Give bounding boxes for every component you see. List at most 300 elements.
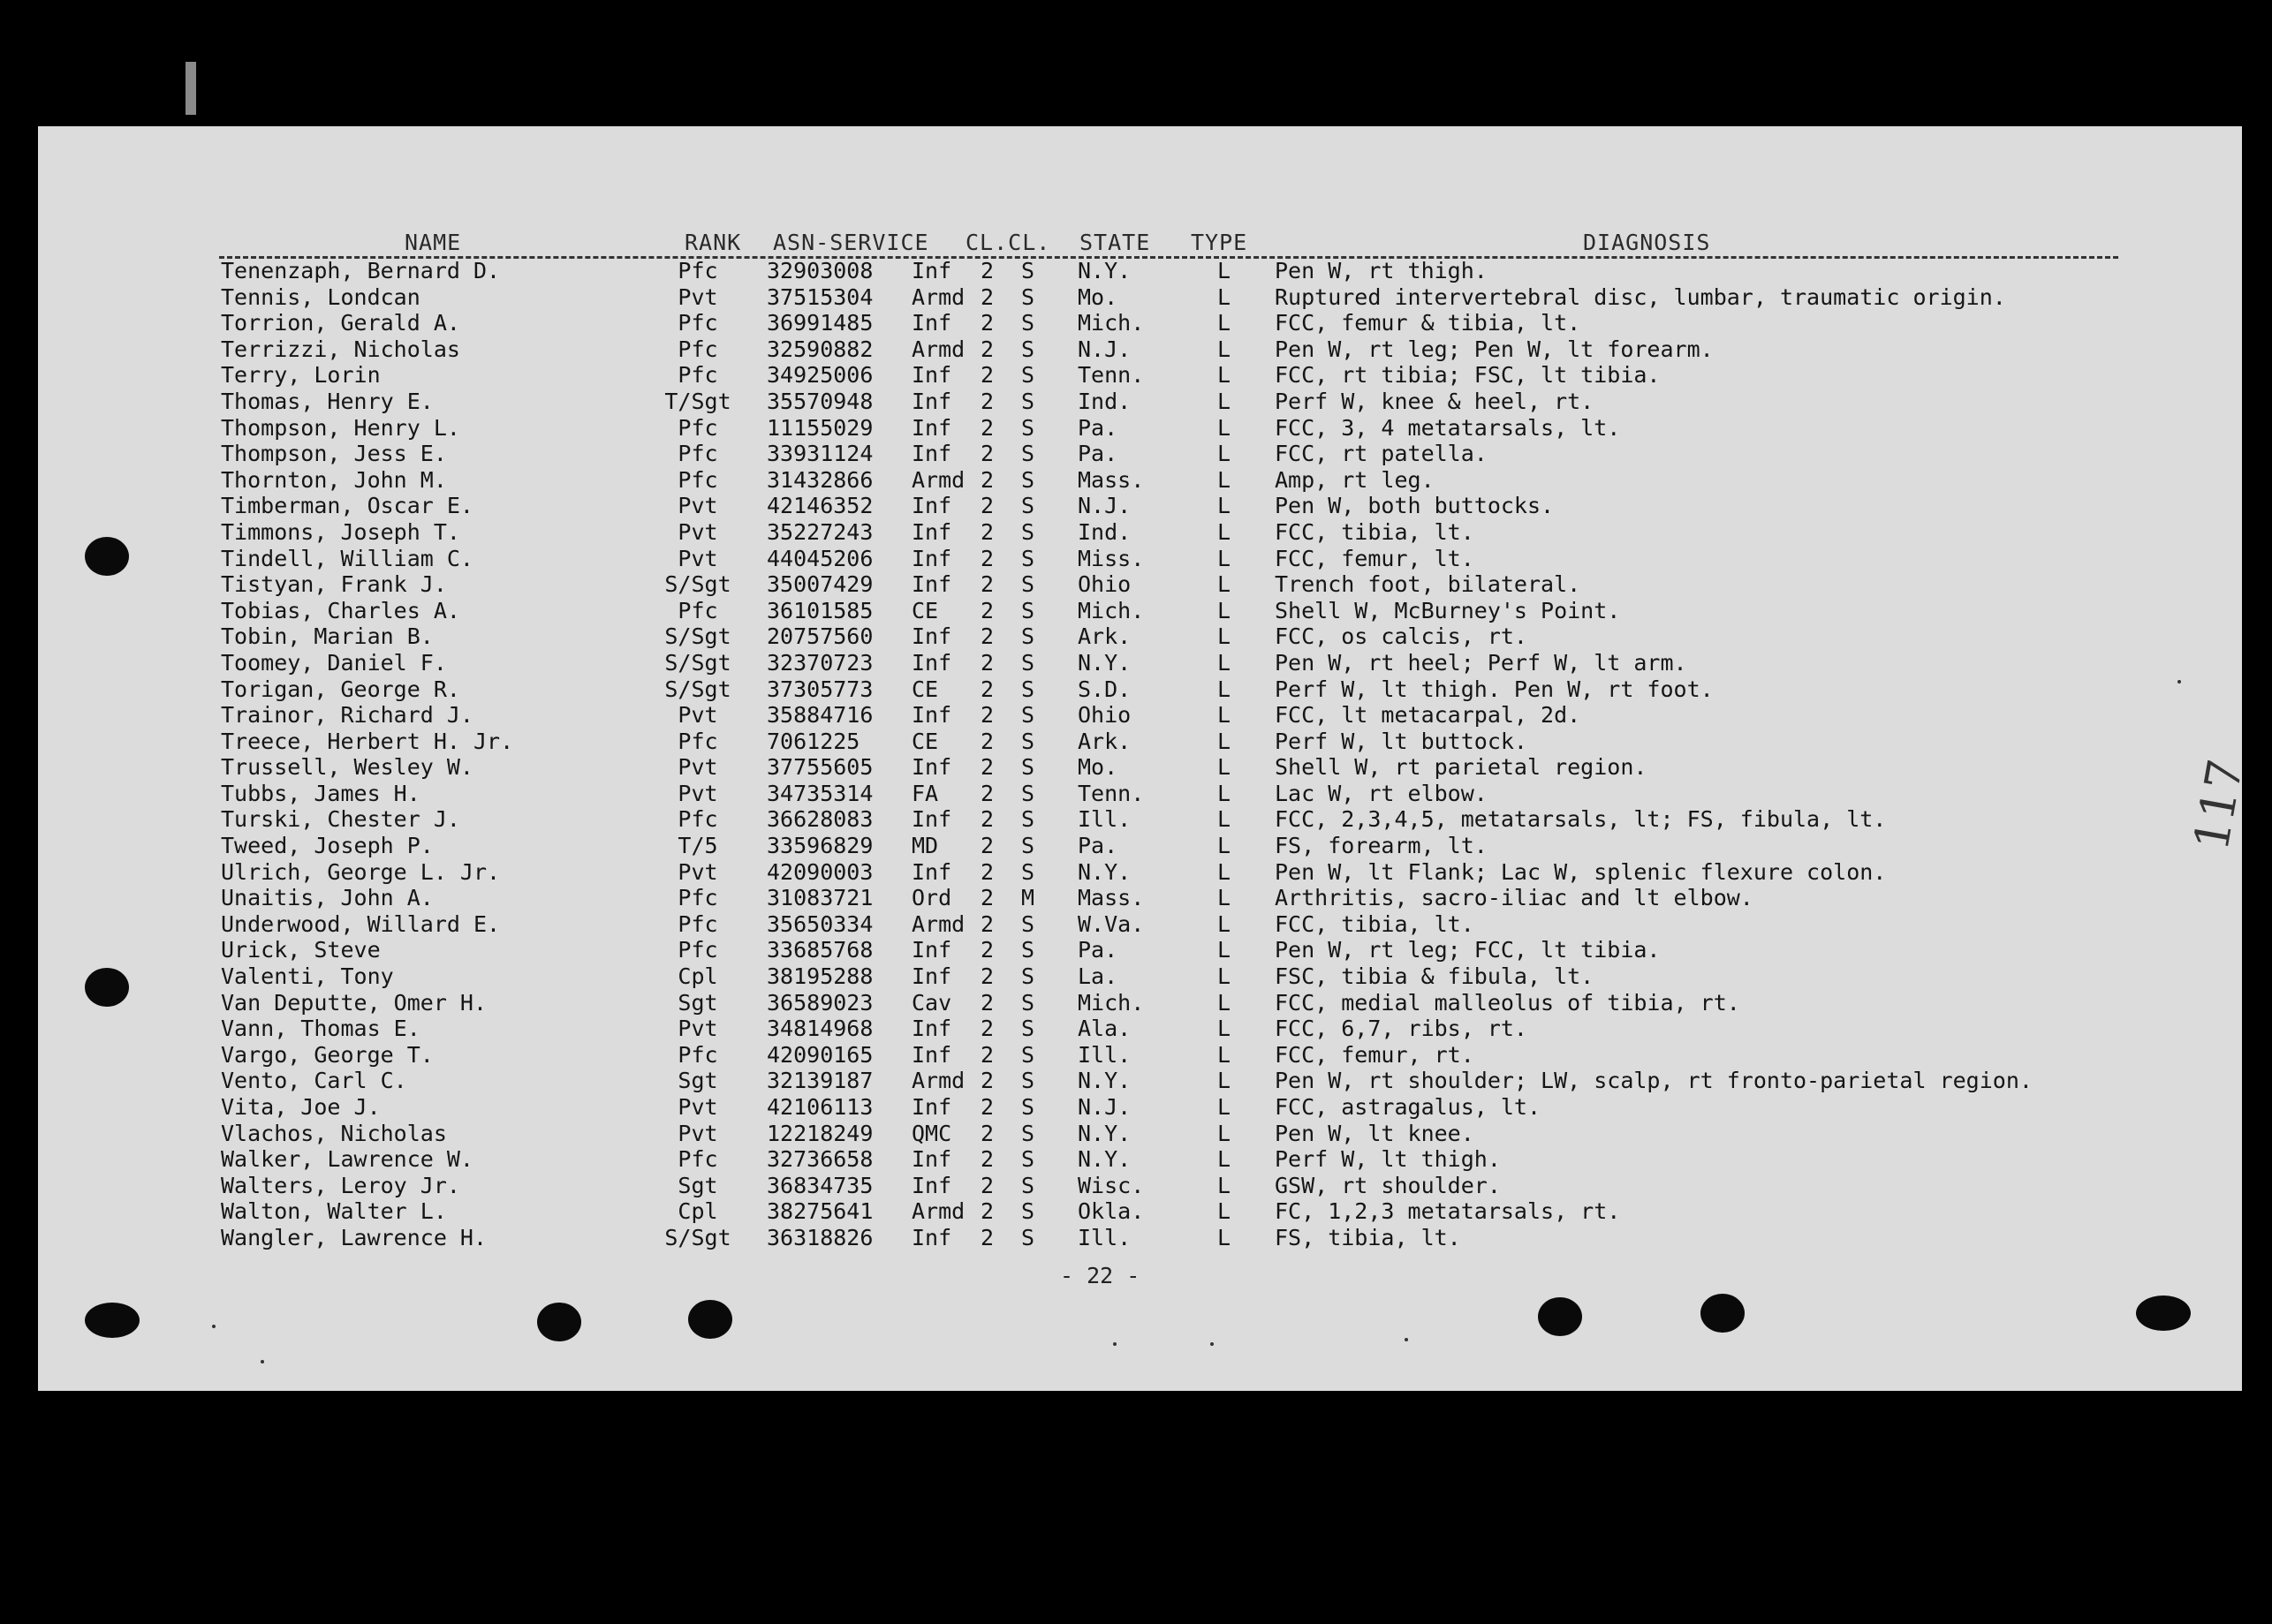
service-cell: Inf — [912, 258, 952, 283]
rank-cell: Pfc — [678, 414, 718, 441]
class-cell: S — [1021, 258, 1035, 283]
class-cell: 2 — [981, 414, 995, 441]
name-cell: Terry, Lorin — [221, 362, 381, 389]
type-cell: L — [1217, 910, 1231, 937]
diagnosis-cell: FS, tibia, lt. — [1275, 1224, 1461, 1250]
type-cell: L — [1217, 623, 1231, 650]
diagnosis-cell: Amp, rt leg. — [1275, 466, 1435, 493]
state-cell: Mo. — [1078, 283, 1118, 310]
type-cell: L — [1217, 388, 1231, 414]
asn-cell: 36318826 — [767, 1224, 874, 1250]
service-cell: QMC — [912, 1120, 952, 1146]
name-cell: Tistyan, Frank J. — [221, 571, 447, 598]
diagnosis-cell: FCC, tibia, lt. — [1275, 518, 1474, 545]
name-cell: Tennis, Londcan — [221, 283, 420, 310]
type-cell: L — [1217, 754, 1231, 781]
table-row — [0, 389, 2272, 415]
header-state: STATE — [1079, 230, 1151, 255]
class-cell: S — [1021, 1120, 1035, 1146]
state-cell: Ohio — [1078, 571, 1132, 598]
class-cell: S — [1021, 780, 1035, 806]
diagnosis-cell: FCC, femur, lt. — [1275, 545, 1474, 571]
name-cell: Vlachos, Nicholas — [221, 1120, 447, 1146]
header-rank: RANK — [685, 230, 742, 255]
service-cell: CE — [912, 676, 939, 702]
service-cell: Armd — [912, 466, 966, 493]
class-cell: 2 — [981, 754, 995, 781]
name-cell: Thompson, Jess E. — [221, 441, 447, 467]
film-tab-mark — [186, 62, 196, 115]
state-cell: Tenn. — [1078, 362, 1145, 389]
table-row — [0, 467, 2272, 494]
rank-cell: T/5 — [678, 833, 718, 859]
header-diagnosis: DIAGNOSIS — [1583, 230, 1711, 255]
name-cell: Timberman, Oscar E. — [221, 493, 473, 519]
service-cell: Inf — [912, 1016, 952, 1042]
type-cell: L — [1217, 989, 1231, 1016]
type-cell: L — [1217, 676, 1231, 702]
class-cell: S — [1021, 493, 1035, 519]
rank-cell: S/Sgt — [664, 649, 731, 676]
rank-cell: Pvt — [678, 283, 718, 310]
name-cell: Tobias, Charles A. — [221, 597, 460, 623]
type-cell: L — [1217, 1172, 1231, 1198]
table-row — [0, 519, 2272, 546]
service-cell: Inf — [912, 649, 952, 676]
asn-cell: 42146352 — [767, 493, 874, 519]
service-cell: Ord — [912, 885, 952, 911]
rank-cell: Pvt — [678, 1120, 718, 1146]
header-type: TYPE — [1191, 230, 1248, 255]
class-cell: 2 — [981, 1041, 995, 1068]
name-cell: Walker, Lawrence W. — [221, 1146, 473, 1173]
class-cell: 2 — [981, 780, 995, 806]
diagnosis-cell: Perf W, lt thigh. Pen W, rt foot. — [1275, 676, 1714, 702]
diagnosis-cell: Pen W, rt leg; Pen W, lt forearm. — [1275, 336, 1714, 362]
asn-cell: 31083721 — [767, 885, 874, 911]
diagnosis-cell: Perf W, lt thigh. — [1275, 1146, 1501, 1173]
asn-cell: 37305773 — [767, 676, 874, 702]
state-cell: Mich. — [1078, 989, 1145, 1016]
asn-cell: 34814968 — [767, 1016, 874, 1042]
name-cell: Valenti, Tony — [221, 963, 394, 990]
state-cell: Ill. — [1078, 1041, 1132, 1068]
class-cell: 2 — [981, 493, 995, 519]
diagnosis-cell: Ruptured intervertebral disc, lumbar, traumatic origin. — [1275, 283, 2006, 310]
table-row — [0, 911, 2272, 938]
rank-cell: Pvt — [678, 754, 718, 781]
state-cell: N.Y. — [1078, 1068, 1132, 1094]
type-cell: L — [1217, 1120, 1231, 1146]
service-cell: Inf — [912, 518, 952, 545]
asn-cell: 32139187 — [767, 1068, 874, 1094]
asn-cell: 38195288 — [767, 963, 874, 990]
class-cell: 2 — [981, 937, 995, 963]
diagnosis-cell: FCC, os calcis, rt. — [1275, 623, 1527, 650]
state-cell: Ill. — [1078, 1224, 1132, 1250]
service-cell: Armd — [912, 336, 966, 362]
table-row — [0, 729, 2272, 755]
name-cell: Tenenzaph, Bernard D. — [221, 258, 501, 283]
table-row — [0, 1094, 2272, 1121]
name-cell: Vita, Joe J. — [221, 1094, 381, 1120]
name-cell: Toomey, Daniel F. — [221, 649, 447, 676]
state-cell: Wisc. — [1078, 1172, 1145, 1198]
class-cell: 2 — [981, 388, 995, 414]
rank-cell: Pvt — [678, 780, 718, 806]
punch-hole — [688, 1300, 732, 1339]
class-cell: 2 — [981, 545, 995, 571]
class-cell: 2 — [981, 963, 995, 990]
service-cell: Armd — [912, 283, 966, 310]
rank-cell: Pfc — [678, 441, 718, 467]
service-cell: Inf — [912, 441, 952, 467]
class-cell: 2 — [981, 728, 995, 754]
state-cell: Ill. — [1078, 806, 1132, 833]
class-cell: 2 — [981, 258, 995, 283]
state-cell: Mass. — [1078, 466, 1145, 493]
rank-cell: Pvt — [678, 518, 718, 545]
class-cell: 2 — [981, 1068, 995, 1094]
state-cell: Ind. — [1078, 388, 1132, 414]
state-cell: N.J. — [1078, 1094, 1132, 1120]
header-cl-cl: CL.CL. — [966, 230, 1051, 255]
asn-cell: 35007429 — [767, 571, 874, 598]
asn-cell: 32370723 — [767, 649, 874, 676]
table-row — [0, 336, 2272, 363]
casualty-table — [0, 258, 2272, 1251]
type-cell: L — [1217, 466, 1231, 493]
table-row — [0, 441, 2272, 467]
type-cell: L — [1217, 963, 1231, 990]
service-cell: Inf — [912, 806, 952, 833]
table-row — [0, 1042, 2272, 1069]
class-cell: 2 — [981, 518, 995, 545]
diagnosis-cell: Pen W, both buttocks. — [1275, 493, 1555, 519]
state-cell: N.J. — [1078, 336, 1132, 362]
rank-cell: S/Sgt — [664, 571, 731, 598]
diagnosis-cell: FCC, lt metacarpal, 2d. — [1275, 702, 1581, 729]
asn-cell: 42106113 — [767, 1094, 874, 1120]
state-cell: N.Y. — [1078, 1146, 1132, 1173]
table-row — [0, 806, 2272, 833]
class-cell: S — [1021, 1198, 1035, 1225]
service-cell: Inf — [912, 1041, 952, 1068]
class-cell: 2 — [981, 649, 995, 676]
class-cell: S — [1021, 518, 1035, 545]
name-cell: Vento, Carl C. — [221, 1068, 407, 1094]
name-cell: Trussell, Wesley W. — [221, 754, 473, 781]
class-cell: S — [1021, 989, 1035, 1016]
rank-cell: Pfc — [678, 466, 718, 493]
table-row — [0, 754, 2272, 781]
asn-cell: 7061225 — [767, 728, 860, 754]
service-cell: Inf — [912, 623, 952, 650]
class-cell: 2 — [981, 336, 995, 362]
service-cell: Armd — [912, 1068, 966, 1094]
state-cell: Mo. — [1078, 754, 1118, 781]
rank-cell: S/Sgt — [664, 623, 731, 650]
service-cell: Inf — [912, 1146, 952, 1173]
class-cell: 2 — [981, 989, 995, 1016]
type-cell: L — [1217, 258, 1231, 283]
service-cell: Armd — [912, 910, 966, 937]
class-cell: S — [1021, 571, 1035, 598]
punch-hole — [85, 1303, 140, 1338]
table-row — [0, 1146, 2272, 1173]
asn-cell: 35570948 — [767, 388, 874, 414]
type-cell: L — [1217, 780, 1231, 806]
class-cell: 2 — [981, 1120, 995, 1146]
name-cell: Torrion, Gerald A. — [221, 310, 460, 336]
class-cell: S — [1021, 466, 1035, 493]
diagnosis-cell: FCC, 6,7, ribs, rt. — [1275, 1016, 1527, 1042]
name-cell: Unaitis, John A. — [221, 885, 434, 911]
asn-cell: 32736658 — [767, 1146, 874, 1173]
diagnosis-cell: FCC, rt patella. — [1275, 441, 1488, 467]
name-cell: Thornton, John M. — [221, 466, 447, 493]
asn-cell: 35884716 — [767, 702, 874, 729]
class-cell: S — [1021, 963, 1035, 990]
punch-hole — [537, 1303, 581, 1341]
rank-cell: Cpl — [678, 963, 718, 990]
rank-cell: Cpl — [678, 1198, 718, 1225]
name-cell: Walters, Leroy Jr. — [221, 1172, 460, 1198]
diagnosis-cell: Shell W, rt parietal region. — [1275, 754, 1647, 781]
type-cell: L — [1217, 1041, 1231, 1068]
rank-cell: Pvt — [678, 545, 718, 571]
type-cell: L — [1217, 728, 1231, 754]
diagnosis-cell: Perf W, knee & heel, rt. — [1275, 388, 1594, 414]
class-cell: S — [1021, 1016, 1035, 1042]
asn-cell: 36101585 — [767, 597, 874, 623]
state-cell: Ala. — [1078, 1016, 1132, 1042]
name-cell: Vann, Thomas E. — [221, 1016, 420, 1042]
class-cell: S — [1021, 310, 1035, 336]
class-cell: 2 — [981, 362, 995, 389]
asn-cell: 11155029 — [767, 414, 874, 441]
class-cell: 2 — [981, 283, 995, 310]
page-number: - 22 - — [1060, 1263, 1140, 1288]
name-cell: Thomas, Henry E. — [221, 388, 434, 414]
type-cell: L — [1217, 362, 1231, 389]
rank-cell: Pfc — [678, 806, 718, 833]
name-cell: Turski, Chester J. — [221, 806, 460, 833]
type-cell: L — [1217, 310, 1231, 336]
asn-cell: 33931124 — [767, 441, 874, 467]
diagnosis-cell: Perf W, lt buttock. — [1275, 728, 1527, 754]
speck — [1113, 1342, 1117, 1346]
asn-cell: 33596829 — [767, 833, 874, 859]
type-cell: L — [1217, 441, 1231, 467]
table-row — [0, 623, 2272, 650]
class-cell: S — [1021, 1068, 1035, 1094]
class-cell: 2 — [981, 833, 995, 859]
type-cell: L — [1217, 414, 1231, 441]
state-cell: N.Y. — [1078, 858, 1132, 885]
diagnosis-cell: FCC, 3, 4 metatarsals, lt. — [1275, 414, 1621, 441]
asn-cell: 35650334 — [767, 910, 874, 937]
name-cell: Wangler, Lawrence H. — [221, 1224, 488, 1250]
rank-cell: Pfc — [678, 258, 718, 283]
diagnosis-cell: FSC, tibia & fibula, lt. — [1275, 963, 1594, 990]
type-cell: L — [1217, 1068, 1231, 1094]
type-cell: L — [1217, 518, 1231, 545]
diagnosis-cell: Pen W, rt heel; Perf W, lt arm. — [1275, 649, 1687, 676]
table-row — [0, 493, 2272, 519]
class-cell: S — [1021, 1094, 1035, 1120]
table-row — [0, 362, 2272, 389]
state-cell: Miss. — [1078, 545, 1145, 571]
class-cell: S — [1021, 728, 1035, 754]
table-row — [0, 1198, 2272, 1225]
class-cell: 2 — [981, 885, 995, 911]
speck — [1405, 1338, 1408, 1341]
type-cell: L — [1217, 858, 1231, 885]
asn-cell: 36589023 — [767, 989, 874, 1016]
diagnosis-cell: Pen W, lt knee. — [1275, 1120, 1474, 1146]
state-cell: N.Y. — [1078, 649, 1132, 676]
service-cell: Inf — [912, 414, 952, 441]
state-cell: N.Y. — [1078, 1120, 1132, 1146]
class-cell: 2 — [981, 310, 995, 336]
rank-cell: T/Sgt — [664, 388, 731, 414]
rank-cell: Pvt — [678, 1016, 718, 1042]
table-row — [0, 650, 2272, 676]
type-cell: L — [1217, 806, 1231, 833]
class-cell: S — [1021, 754, 1035, 781]
class-cell: S — [1021, 1172, 1035, 1198]
table-row — [0, 598, 2272, 624]
class-cell: S — [1021, 702, 1035, 729]
state-cell: Ind. — [1078, 518, 1132, 545]
table-row — [0, 885, 2272, 911]
header-asn-service: ASN-SERVICE — [773, 230, 929, 255]
diagnosis-cell: FC, 1,2,3 metatarsals, rt. — [1275, 1198, 1621, 1225]
class-cell: 2 — [981, 623, 995, 650]
asn-cell: 36991485 — [767, 310, 874, 336]
type-cell: L — [1217, 833, 1231, 859]
table-row — [0, 258, 2272, 284]
service-cell: MD — [912, 833, 939, 859]
rank-cell: Pfc — [678, 728, 718, 754]
name-cell: Van Deputte, Omer H. — [221, 989, 488, 1016]
service-cell: Inf — [912, 702, 952, 729]
service-cell: Inf — [912, 493, 952, 519]
punch-hole — [2136, 1295, 2191, 1331]
class-cell: 2 — [981, 1224, 995, 1250]
diagnosis-cell: Pen W, rt thigh. — [1275, 258, 1488, 283]
asn-cell: 36628083 — [767, 806, 874, 833]
state-cell: W.Va. — [1078, 910, 1145, 937]
class-cell: S — [1021, 1224, 1035, 1250]
state-cell: Okla. — [1078, 1198, 1145, 1225]
table-row — [0, 1225, 2272, 1251]
rank-cell: Pvt — [678, 858, 718, 885]
class-cell: S — [1021, 623, 1035, 650]
rank-cell: S/Sgt — [664, 1224, 731, 1250]
class-cell: S — [1021, 833, 1035, 859]
margin-note: 117 — [2183, 755, 2254, 855]
rank-cell: Pfc — [678, 910, 718, 937]
class-cell: S — [1021, 545, 1035, 571]
service-cell: Inf — [912, 571, 952, 598]
rank-cell: Pfc — [678, 1146, 718, 1173]
table-row — [0, 310, 2272, 336]
table-row — [0, 963, 2272, 990]
service-cell: Inf — [912, 1094, 952, 1120]
name-cell: Urick, Steve — [221, 937, 381, 963]
rank-cell: S/Sgt — [664, 676, 731, 702]
table-row — [0, 284, 2272, 311]
asn-cell: 32903008 — [767, 258, 874, 283]
state-cell: N.J. — [1078, 493, 1132, 519]
rank-cell: Pvt — [678, 493, 718, 519]
class-cell: M — [1021, 885, 1035, 911]
diagnosis-cell: FCC, femur & tibia, lt. — [1275, 310, 1581, 336]
state-cell: Tenn. — [1078, 780, 1145, 806]
asn-cell: 38275641 — [767, 1198, 874, 1225]
asn-cell: 12218249 — [767, 1120, 874, 1146]
rank-cell: Sgt — [678, 989, 718, 1016]
class-cell: 2 — [981, 858, 995, 885]
state-cell: N.Y. — [1078, 258, 1132, 283]
class-cell: S — [1021, 362, 1035, 389]
class-cell: 2 — [981, 441, 995, 467]
type-cell: L — [1217, 1146, 1231, 1173]
asn-cell: 35227243 — [767, 518, 874, 545]
state-cell: La. — [1078, 963, 1118, 990]
class-cell: 2 — [981, 1146, 995, 1173]
class-cell: 2 — [981, 702, 995, 729]
type-cell: L — [1217, 545, 1231, 571]
class-cell: S — [1021, 858, 1035, 885]
service-cell: CE — [912, 597, 939, 623]
type-cell: L — [1217, 649, 1231, 676]
name-cell: Treece, Herbert H. Jr. — [221, 728, 514, 754]
name-cell: Walton, Walter L. — [221, 1198, 447, 1225]
rank-cell: Pfc — [678, 937, 718, 963]
punch-hole — [1538, 1297, 1582, 1336]
rank-cell: Pfc — [678, 362, 718, 389]
type-cell: L — [1217, 493, 1231, 519]
asn-cell: 31432866 — [767, 466, 874, 493]
asn-cell: 33685768 — [767, 937, 874, 963]
name-cell: Tindell, William C. — [221, 545, 473, 571]
asn-cell: 32590882 — [767, 336, 874, 362]
table-row — [0, 1173, 2272, 1199]
service-cell: Inf — [912, 1172, 952, 1198]
class-cell: 2 — [981, 1094, 995, 1120]
rank-cell: Sgt — [678, 1068, 718, 1094]
table-row — [0, 937, 2272, 963]
service-cell: Inf — [912, 937, 952, 963]
name-cell: Terrizzi, Nicholas — [221, 336, 460, 362]
type-cell: L — [1217, 571, 1231, 598]
rank-cell: Pfc — [678, 1041, 718, 1068]
service-cell: Inf — [912, 858, 952, 885]
name-cell: Vargo, George T. — [221, 1041, 434, 1068]
state-cell: Pa. — [1078, 441, 1118, 467]
class-cell: S — [1021, 597, 1035, 623]
type-cell: L — [1217, 283, 1231, 310]
name-cell: Tobin, Marian B. — [221, 623, 434, 650]
service-cell: Cav — [912, 989, 952, 1016]
table-row — [0, 676, 2272, 703]
class-cell: S — [1021, 441, 1035, 467]
name-cell: Trainor, Richard J. — [221, 702, 473, 729]
class-cell: 2 — [981, 806, 995, 833]
